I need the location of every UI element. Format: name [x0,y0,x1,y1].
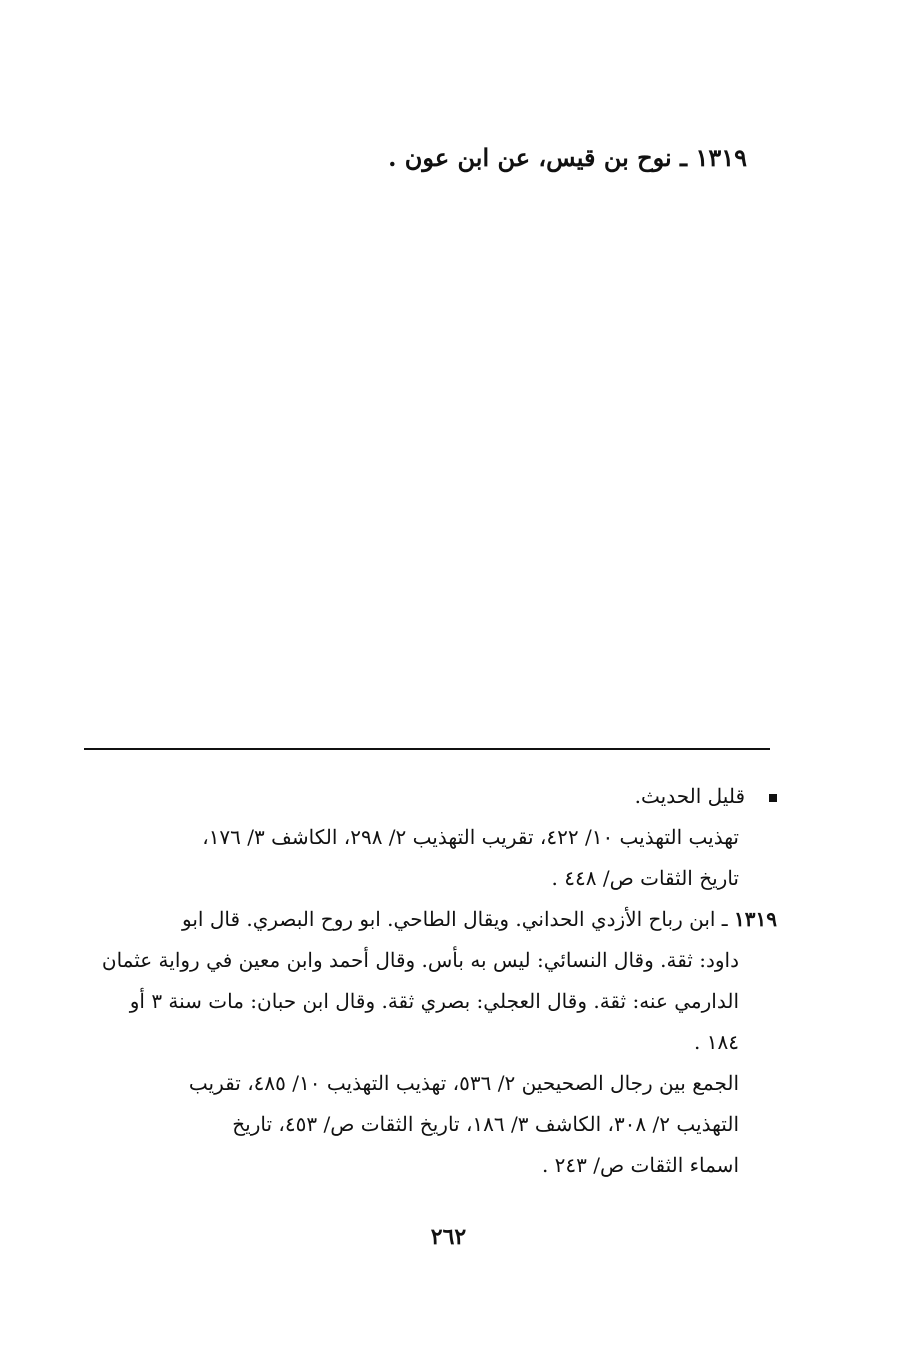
footnote-star [117,776,777,899]
footnote-line [117,776,777,817]
footnote-text: قليل الحديث. [634,784,745,808]
footnote-text: ـ ابن رباح الأزدي الحداني. ويقال الطاحي. ابو روح البصري. قال ابو [182,907,728,931]
footnote-line: داود: ثقة. وقال النسائي: ليس به بأس. وقال أحمد وابن معين في رواية عثمان [101,948,739,972]
footnote-line: التهذيب ٢/ ٣٠٨، الكاشف ٣/ ١٨٦، تاريخ الثقات ص/ ٤٥٣، تاريخ [232,1112,739,1136]
footnote-line: الجمع بين رجال الصحيحين ٢/ ٥٣٦، تهذيب التهذيب ١٠/ ٤٨٥، تقريب [188,1071,739,1095]
footnote-1319 [101,899,777,1186]
footnote-line: تاريخ الثقات ص/ ٤٤٨ . [551,866,739,890]
footnote-line: ١٨٤ . [694,1030,739,1054]
footnote-line [117,899,777,940]
footnote-divider [84,748,770,750]
footnotes-section [101,776,777,1186]
footnote-marker-icon [769,794,777,802]
page-number: ٢٦٢ [430,1224,467,1250]
footnote-line: الدارمي عنه: ثقة. وقال العجلي: بصري ثقة. وقال ابن حبان: مات سنة ٣ أو [129,989,739,1013]
footnote-number: ١٣١٩ [734,907,777,931]
entry-heading: ١٣١٩ ـ نوح بن قيس، عن ابن عون . [388,143,747,172]
footnote-line: اسماء الثقات ص/ ٢٤٣ . [541,1153,739,1177]
footnote-line: تهذيب التهذيب ١٠/ ٤٢٢، تقريب التهذيب ٢/ ٢٩٨، الكاشف ٣/ ١٧٦، [202,825,739,849]
